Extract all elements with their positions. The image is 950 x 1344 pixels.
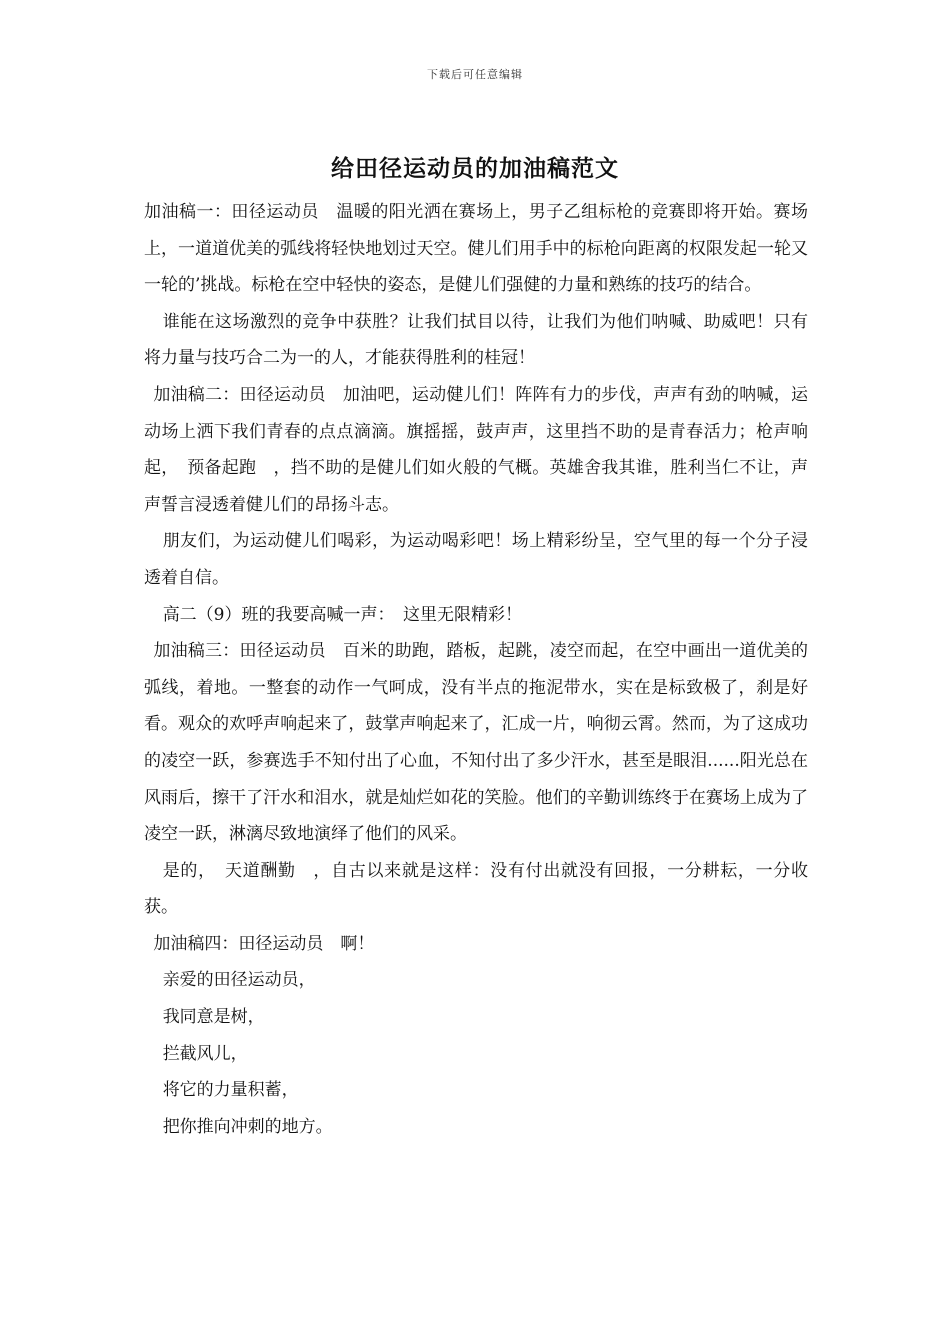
poem-line-5: 把你推向冲刺的地方。 [162,1116,333,1137]
paragraph-4: 朋友们，为运动健儿们喝彩，为运动喝彩吧！场上精彩纷呈，空气里的每一个分子浸透着自信。 [144,531,808,588]
paragraph-6: 加油稿三：田径运动员 百米的助跑，踏板，起跳，凌空而起，在空中画出一道优美的弧线，着地。一整套的动作一气呵成，没有半点的拖泥带水，实在是标致极了，刹是好看。观众的欢呼声响起来了，鼓掌声响起来了，汇成一片，响彻云霄。然而，为了这成功的凌空一跃，参赛选手不知付出了心血，不知付出了多少汗水，甚至是眼泪......阳光总在风雨后，擦干了汗水和泪水，就是灿烂如花的笑脸。他们的辛勤训练终于在赛场上成为了凌空一跃，淋漓尽致地演绎了他们的风采。 [144,641,808,845]
document-body [144,194,808,1145]
paragraph-2: 谁能在这场激烈的竞争中获胜？让我们拭目以待，让我们为他们呐喊、助威吧！只有将力量与技巧合二为一的人，才能获得胜利的桂冠！ [144,311,808,369]
poem-line-4: 将它的力量积蓄， [162,1080,299,1101]
paragraph-3: 加油稿二：田径运动员 加油吧，运动健儿们！阵阵有力的步伐，声声有劲的呐喊，运动场上洒下我们青春的点点滴滴。旗摇摇，鼓声声，这里挡不助的是青春活力；枪声响起， 预备起跑 ，挡不助的是健儿们如火般的气概。英雄舍我其谁，胜利当仁不让，声声誓言浸透着健儿们的昂扬斗志。 [144,384,808,515]
poem-line-2: 我同意是树， [162,1007,265,1028]
poem-line-3: 拦截风儿， [162,1043,248,1064]
poem-line-1: 亲爱的田径运动员， [162,970,316,991]
paragraph-8: 加油稿四：田径运动员 啊！ [153,933,375,954]
paragraph-5: 高二（9）班的我要高喊一声： 这里无限精彩！ [162,604,523,625]
paragraph-1: 加油稿一：田径运动员 温暖的阳光洒在赛场上，男子乙组标枪的竞赛即将开始。赛场上，一道道优美的弧线将轻快地划过天空。健儿们用手中的标枪向距离的权限发起一轮又一轮的’挑战。标枪在空中轻快的姿态，是健儿们强健的力量和熟练的技巧的结合。 [144,202,808,296]
header-note: 下载后可任意编辑 [427,68,523,81]
document-title: 给田径运动员的加油稿范文 [331,155,619,182]
paragraph-7: 是的， 天道酬勤 ，自古以来就是这样：没有付出就没有回报，一分耕耘，一分收获。 [144,860,808,918]
